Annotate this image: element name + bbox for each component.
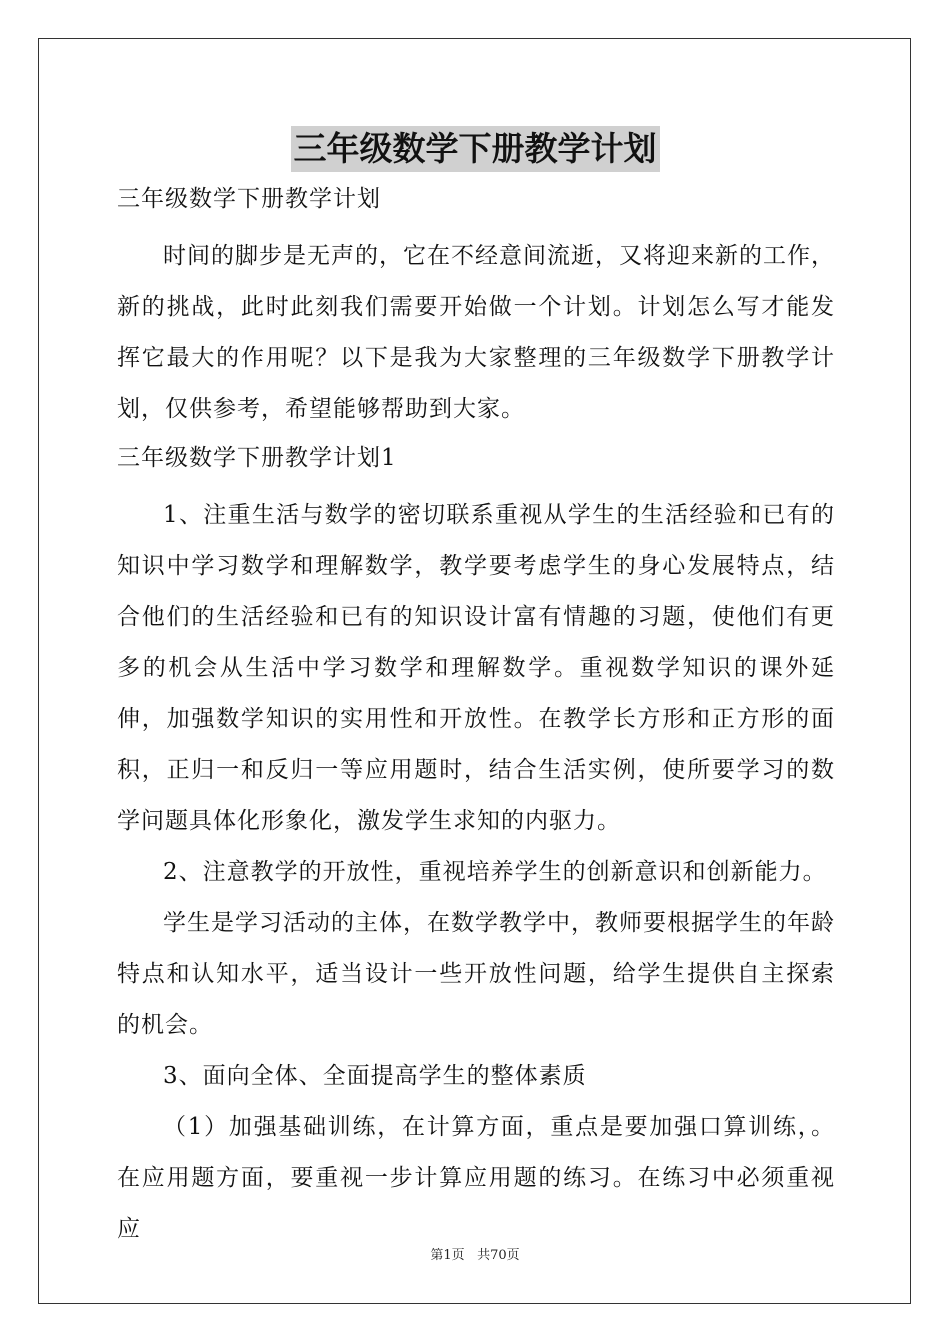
- body-paragraph-4: 3、面向全体、全面提高学生的整体素质: [163, 1063, 587, 1089]
- page-number: 第1页: [430, 1248, 465, 1263]
- body-paragraph-5: （1）加强基础训练，在计算方面，重点是要加强口算训练，。在应用题方面，要重视一步计算应用题的练习。在练习中必须重视应: [117, 1114, 835, 1242]
- page-total: 共70页: [477, 1248, 520, 1263]
- body-paragraph-3: 学生是学习活动的主体，在数学教学中，教师要根据学生的年龄特点和认知水平，适当设计一些开放性问题，给学生提供自主探索的机会。: [117, 910, 835, 1038]
- document-body: [117, 180, 835, 1255]
- title-area: [0, 126, 950, 172]
- intro-paragraph: 时间的脚步是无声的，它在不经意间流逝，又将迎来新的工作，新的挑战，此时此刻我们需要开始做一个计划。计划怎么写才能发挥它最大的作用呢？以下是我为大家整理的三年级数学下册教学计划，仅供参考，希望能够帮助到大家。: [117, 243, 835, 422]
- page-footer: [0, 1247, 950, 1265]
- section-title: 三年级数学下册教学计划1: [117, 445, 397, 471]
- body-paragraph-2: 2、注意教学的开放性，重视培养学生的创新意识和创新能力。: [163, 859, 827, 885]
- document-title: 三年级数学下册教学计划: [291, 126, 660, 172]
- heading-line: 三年级数学下册教学计划: [117, 186, 381, 212]
- body-paragraph-1: 1、注重生活与数学的密切联系重视从学生的生活经验和已有的知识中学习数学和理解数学，教学要考虑学生的身心发展特点，结合他们的生活经验和已有的知识设计富有情趣的习题，使他们有更多的机会从生活中学习数学和理解数学。重视数学知识的课外延伸，加强数学知识的实用性和开放性。在教学长方形和正方形的面积，正归一和反归一等应用题时，结合生活实例，使所要学习的数学问题具体化形象化，激发学生求知的内驱力。: [117, 502, 835, 834]
